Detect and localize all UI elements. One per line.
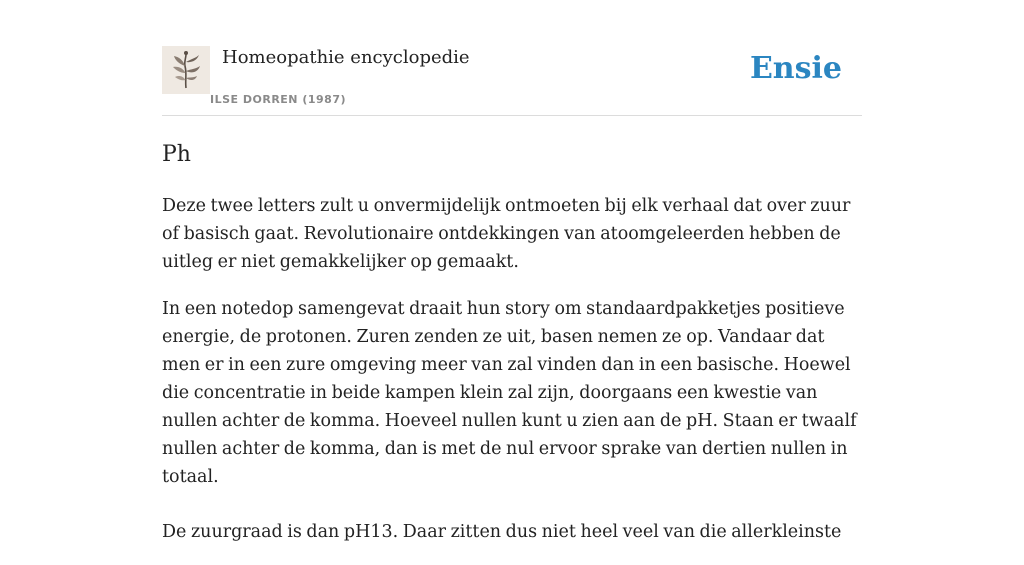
entry-title: Ph bbox=[162, 142, 191, 167]
header bbox=[162, 0, 862, 116]
book-title[interactable]: Homeopathie encyclopedie bbox=[222, 47, 470, 68]
page bbox=[162, 0, 862, 542]
author-label[interactable]: ILSE DORREN (1987) bbox=[210, 93, 347, 106]
entry-body bbox=[162, 192, 862, 565]
paragraph: In een notedop samengevat draait hun story om standaardpakketjes positieve energie, de protonen. Zuren zenden ze uit, basen nemen ze op. Vandaar dat men er in een zure omgeving meer van zal vinden dan in een basische. Hoewel die concentratie in beide kampen klein zal zijn, doorgaans een kwestie van nullen achter de komma. Hoeveel nullen kunt u zien aan de pH. Staan er twaalf nullen achter de komma, dan is met de nul ervoor sprake van dertien nullen in totaal. bbox=[162, 299, 857, 487]
paragraph: De zuurgraad is dan pH13. Daar zitten dus niet heel veel van die allerkleinste bbox=[162, 522, 842, 542]
paragraph: Deze twee letters zult u onvermijdelijk ontmoeten bij elk verhaal dat over zuur of basisch gaat. Revolutionaire ontdekkingen van atoomgeleerden hebben de uitleg er niet gemakkelijker op gemaakt. bbox=[162, 196, 851, 272]
herb-plant-icon[interactable] bbox=[162, 46, 210, 94]
ensie-logo[interactable]: Ensie bbox=[749, 51, 842, 86]
herb-plant-icon-graphic bbox=[162, 46, 210, 94]
